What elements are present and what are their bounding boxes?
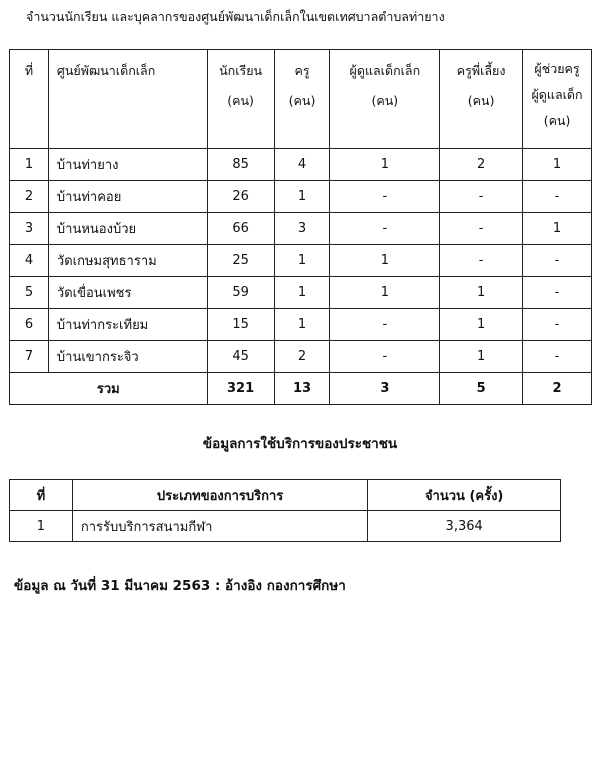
cell-students: 85	[207, 149, 274, 181]
header-service: ประเภทของการบริการ	[72, 480, 367, 511]
source-note: ข้อมูล ณ วันที่ 31 มีนาคม 2563 : อ้างอิง กองการศึกษา	[14, 578, 346, 594]
table-row	[10, 511, 561, 542]
header-center: ศูนย์พัฒนาเด็กเล็ก	[48, 50, 207, 149]
cell-teachers: 2	[274, 341, 330, 373]
table-row	[10, 181, 592, 213]
cell-center: บ้านท่ากระเทียม	[48, 309, 207, 341]
total-label: รวม	[10, 373, 208, 405]
header-teachers-line2: (คน)	[288, 93, 316, 108]
total-nannies: 5	[440, 373, 523, 405]
cell-assistants: 1	[523, 213, 592, 245]
header-assistants-line3: (คน)	[543, 113, 571, 128]
header-assistants	[523, 50, 592, 149]
cell-caretakers: 1	[330, 277, 440, 309]
cell-service: การรับบริการสนามกีฬา	[72, 511, 367, 542]
cell-nannies: 1	[440, 309, 523, 341]
cell-assistants: -	[523, 341, 592, 373]
cell-no: 6	[10, 309, 49, 341]
cell-center: บ้านท่าคอย	[48, 181, 207, 213]
header-nannies-line2: (คน)	[467, 93, 495, 108]
cell-students: 15	[207, 309, 274, 341]
header-students-line2: (คน)	[227, 93, 254, 108]
total-assistants: 2	[523, 373, 592, 405]
cell-assistants: -	[523, 309, 592, 341]
cell-caretakers: -	[330, 341, 440, 373]
cell-center: บ้านหนองบ้วย	[48, 213, 207, 245]
cell-count: 3,364	[368, 511, 561, 542]
header-assistants-line1: ผู้ช่วยครู	[534, 61, 580, 76]
table-row	[10, 309, 592, 341]
header-teachers	[274, 50, 330, 149]
cell-nannies: 1	[440, 277, 523, 309]
cell-center: บ้านเขากระจิว	[48, 341, 207, 373]
cell-caretakers: -	[330, 213, 440, 245]
header-caretakers-line1: ผู้ดูแลเด็กเล็ก	[349, 63, 421, 78]
cell-nannies: 2	[440, 149, 523, 181]
service-usage-table	[9, 479, 561, 542]
cell-assistants: 1	[523, 149, 592, 181]
cell-teachers: 1	[274, 277, 330, 309]
cell-students: 59	[207, 277, 274, 309]
cell-assistants: -	[523, 277, 592, 309]
header-no: ที่	[10, 50, 49, 149]
header-nannies	[440, 50, 523, 149]
header-count: จำนวน (ครั้ง)	[368, 480, 561, 511]
header-students-line1: นักเรียน	[219, 63, 263, 78]
table-row	[10, 245, 592, 277]
cell-students: 45	[207, 341, 274, 373]
table-header-row	[10, 480, 561, 511]
cell-caretakers: 1	[330, 245, 440, 277]
header-students	[207, 50, 274, 149]
page-title: จำนวนนักเรียน และบุคลากรของศูนย์พัฒนาเด็กเล็กในเขตเทศบาลตำบลท่ายาง	[26, 9, 445, 24]
cell-no: 2	[10, 181, 49, 213]
cell-caretakers: 1	[330, 149, 440, 181]
table-header-row	[10, 50, 592, 149]
cell-students: 66	[207, 213, 274, 245]
section-subtitle: ข้อมูลการใช้บริการของประชาชน	[202, 436, 398, 452]
header-caretakers-line2: (คน)	[371, 93, 399, 108]
cell-caretakers: -	[330, 181, 440, 213]
cell-no: 4	[10, 245, 49, 277]
cell-nannies: -	[440, 181, 523, 213]
header-no: ที่	[10, 480, 73, 511]
cell-teachers: 1	[274, 181, 330, 213]
cell-teachers: 4	[274, 149, 330, 181]
header-nannies-line1: ครูพี่เลี้ยง	[456, 63, 506, 78]
cell-no: 7	[10, 341, 49, 373]
cell-center: บ้านท่ายาง	[48, 149, 207, 181]
cell-teachers: 1	[274, 309, 330, 341]
cell-students: 25	[207, 245, 274, 277]
table-row	[10, 341, 592, 373]
cell-teachers: 1	[274, 245, 330, 277]
cell-center: วัดเกษมสุทธาราม	[48, 245, 207, 277]
header-caretakers	[330, 50, 440, 149]
total-teachers: 13	[274, 373, 330, 405]
header-teachers-line1: ครู	[294, 63, 310, 78]
cell-assistants: -	[523, 181, 592, 213]
total-caretakers: 3	[330, 373, 440, 405]
cell-teachers: 3	[274, 213, 330, 245]
total-row	[10, 373, 592, 405]
table-row	[10, 277, 592, 309]
cell-no: 5	[10, 277, 49, 309]
cell-nannies: -	[440, 245, 523, 277]
cell-nannies: -	[440, 213, 523, 245]
header-assistants-line2: ผู้ดูแลเด็ก	[531, 87, 583, 102]
cell-assistants: -	[523, 245, 592, 277]
table-row	[10, 149, 592, 181]
cell-no: 1	[10, 149, 49, 181]
cell-caretakers: -	[330, 309, 440, 341]
cell-no: 3	[10, 213, 49, 245]
cell-center: วัดเขื่อนเพชร	[48, 277, 207, 309]
cell-students: 26	[207, 181, 274, 213]
table-row	[10, 213, 592, 245]
cell-no: 1	[10, 511, 73, 542]
cell-nannies: 1	[440, 341, 523, 373]
staff-student-table	[9, 49, 592, 405]
total-students: 321	[207, 373, 274, 405]
